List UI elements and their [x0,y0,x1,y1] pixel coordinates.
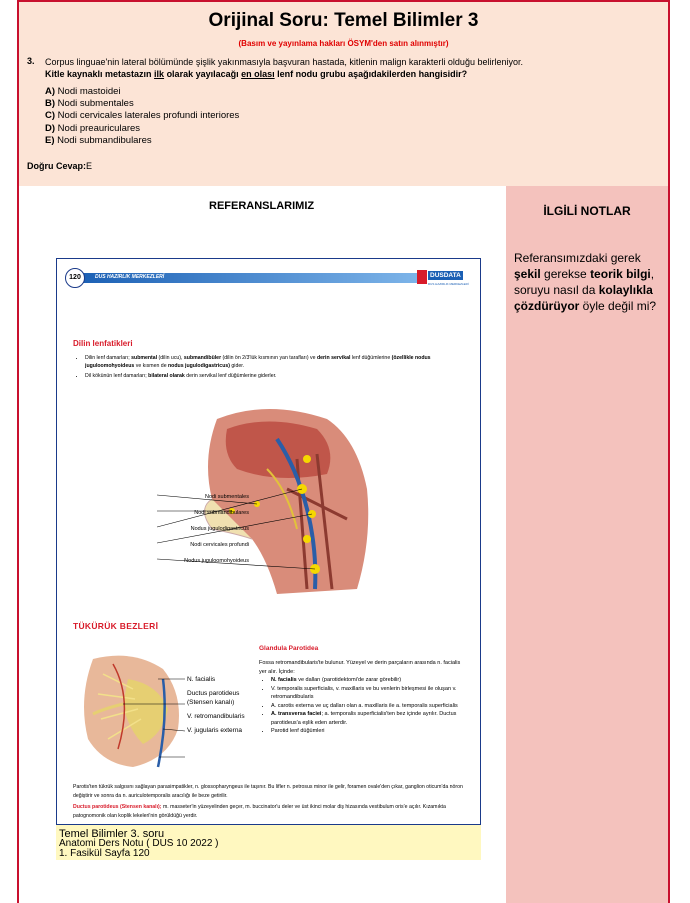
reference-page-header [65,268,471,290]
option-c: C) Nodi cervicales laterales profundi interiores [45,110,240,122]
list-item: • Dilin lenf damarları; submental (dilin ucu), submandibüler (dilin ön 2/3'lük kısmının yan tarafları) ve derin servikal lenf düğümlerine (özellikle nodus juguloomohyoideus ve kısmen de nodus jugulodigastricus) gider. [85,354,470,370]
question-line-2: Kitle kaynaklı metastazın ilk olarak yayılacağı en olası lenf nodu grubu aşağıdakilerden hangisidir? [45,69,468,79]
notes-text: Referansımızdaki gerek şekil gerekse teorik bilgi, soruyu nasıl da kolaylıkla çözdürüyor öyle değil mi? [514,251,657,313]
option-d: D) Nodi preauriculares [45,122,141,134]
parotid-text: Fossa retromandibularis'te bulunur. Yüzeyel ve derin parçaların arasında n. facialis yer alır. İçinde: • N. facialis ve dalları (parotidektomi'de zarar görebilir) • V. temporalis superficialis, v. maxillaris ve bu venlerin birleşmesi ile oluşan v. retromandibularis • A. carotis externa ve uç dalları olan a. maxillaris ile a. temporalis superficialis • A. transversa faciei; a. temporalis superficialis'ten bez içinde ayrılır. Ductus parotideus'a eşlik eden arterdir. • Parotid lenf düğümleri [259,659,469,736]
option-a: A) Nodi mastoidei [45,86,121,97]
notes-panel [506,186,668,903]
notes-title: İLGİLİ NOTLAR [543,204,631,218]
question-text [45,56,655,80]
question-line-1: Corpus linguae'nin lateral bölümünde şişlik yakınmasıyla başvuran hastada, kitlenin malign karakterli olduğu belirleniyor. [45,57,523,67]
page-frame [17,0,670,903]
list-item: • A. transversa faciei; a. temporalis superficialis'ten bez içinde ayrılır. Ductus parotideus'a eşlik eden arterdir. [271,710,469,727]
header-band-text: DUS HAZIRLIK MERKEZLERİ [95,274,165,280]
dusdata-logo: DUSDATA DUS HAZIRLIK MERKEZLERİ [417,268,469,290]
question-panel [19,2,668,186]
parotid-subtitle: Glandula Parotidea [259,645,319,652]
references-title: REFERANSLARIMIZ [209,200,315,212]
lymphatics-bullets [85,354,470,382]
copyright-notice: (Basım ve yayınlama hakları ÖSYM'den satın alınmıştır) [238,39,449,48]
parotid-bottom-text: Parotis'ten tükrük salgısını sağlayan parasimpatikler, n. glossopharyngeus ile taşınır. Bu lifler n. petrosus minor ile gelir, foramen ovale'den çıkar, ganglion oticum'da nöron değiştirir ve sonra da n. auriculotemporalis aracılığı ile beze getirilir. Ductus parotideus (Stensen kanalı); m. masseter'in yüzeyelinden geçer, m. buccinator'u deler ve üst ikinci molar diş hizasında vestibulum oris'e açılır. Kızamıkta patognomonik olan koplik lekeleri'nin görüldüğü yerdir. [73,784,463,819]
caption-line-2: Anatomi Ders Notu ( DUS 10 2022 ) [59,838,219,849]
option-b: B) Nodi submentales [45,98,134,110]
caption-line-3: 1. Fasikül Sayfa 120 [59,848,150,859]
section-title-lymphatics: Dilin lenfatikleri [73,339,133,348]
list-item: • Parotid lenf düğümleri [271,727,469,736]
fig1-labels: Nodi submentales Nodi submandibulares Nodus jugulodigastricus Nodi cervicales profundi Nodus juguloomohyoideus [184,494,249,564]
reference-page-image [56,258,481,860]
reference-caption [56,824,481,860]
option-e: E) Nodi submandibulares [45,134,152,146]
correct-answer: Doğru Cevap:E [27,161,93,171]
page-number: 120 [65,268,85,288]
fig2-labels: N. facialis Ductus parotideus (Stensen kanalı) V. retromandibularis V. jugularis externa [187,676,245,734]
section-title-salivary: TÜKÜRÜK BEZLERİ [73,621,159,631]
page-title: Orijinal Soru: Temel Bilimler 3 [208,10,479,31]
list-item: • Dil kökünün lenf damarları; bilateral olarak derin servikal lenf düğümlerine giderler. [85,372,470,380]
list-item: • A. carotis externa ve uç dalları olan a. maxillaris ile a. temporalis superficialis [271,702,469,711]
caption-line-1: Temel Bilimler 3. soru [59,828,165,840]
answer-options [45,86,239,147]
list-item: • V. temporalis superficialis, v. maxillaris ve bu venlerin birleşmesi ile oluşan v. retromandibularis [271,685,469,702]
list-item: • N. facialis ve dalları (parotidektomi'de zarar görebilir) [271,676,469,685]
question-number: 3. [27,56,35,66]
